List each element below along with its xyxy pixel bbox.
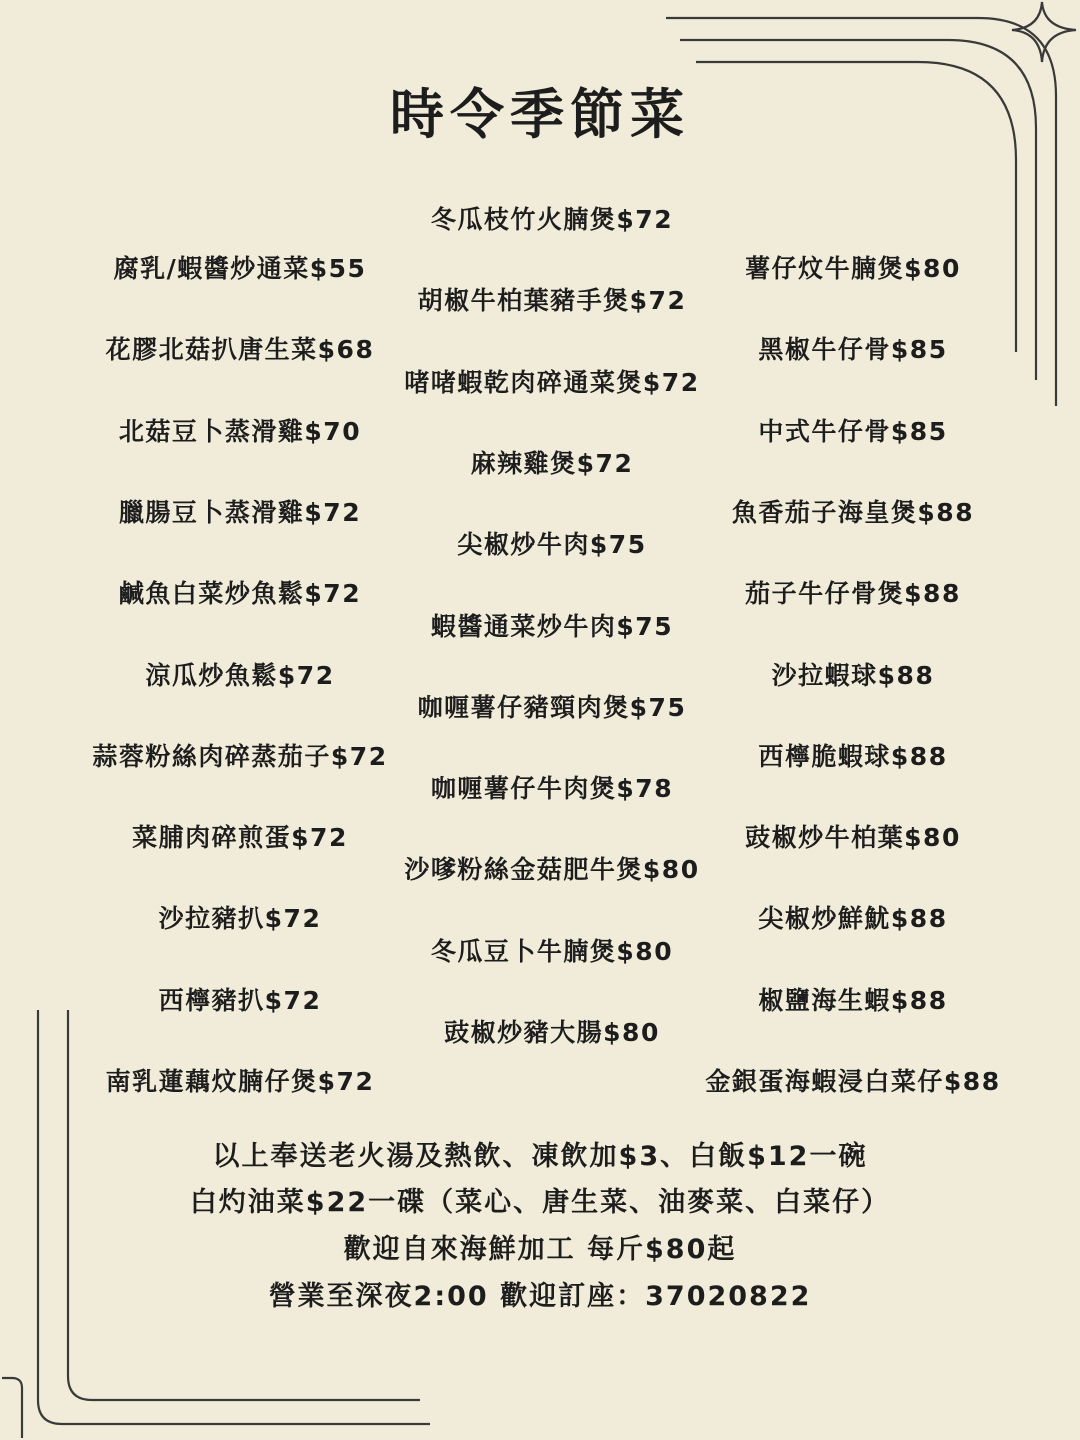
menu-item-center: 胡椒牛柏葉豬手煲$72 [417,286,687,315]
menu-item-left: 臘腸豆卜蒸滑雞$72 [118,498,362,527]
menu-item-center: 蝦醬通菜炒牛肉$75 [430,612,674,641]
menu-item-left: 北菇豆卜蒸滑雞$70 [118,417,362,446]
page-title: 時令季節菜 [390,83,690,146]
menu-item-right: 西檸脆蝦球$88 [758,742,948,771]
menu-item-left: 南乳蓮藕炆腩仔煲$72 [105,1067,375,1096]
menu-item-left: 涼瓜炒魚鬆$72 [145,661,335,690]
footer-line: 白灼油菜$22一碟（菜心、唐生菜、油麥菜、白菜仔） [189,1187,891,1218]
menu-item-right: 沙拉蝦球$88 [771,661,935,690]
menu-item-left: 花膠北菇扒唐生菜$68 [105,335,375,364]
menu-item-center: 咖喱薯仔牛肉煲$78 [430,774,674,803]
menu-item-center: 咖喱薯仔豬頸肉煲$75 [417,693,687,722]
menu-item-right: 椒鹽海生蝦$88 [758,986,948,1015]
footer-line: 以上奉送老火湯及熱飲、凍飲加$3、白飯$12一碗 [212,1141,868,1172]
menu-item-right: 薯仔炆牛腩煲$80 [745,254,961,283]
footer-line: 營業至深夜2:00 歡迎訂座：37020822 [268,1281,812,1312]
menu-item-left: 鹹魚白菜炒魚鬆$72 [118,579,362,608]
menu-item-left: 菜脯肉碎煎蛋$72 [132,823,348,852]
menu-item-left: 沙拉豬扒$72 [158,904,322,933]
menu-item-right: 尖椒炒鮮魷$88 [758,904,948,933]
menu-item-center: 麻辣雞煲$72 [470,449,634,478]
menu-item-right: 茄子牛仔骨煲$88 [745,579,961,608]
menu-item-center: 冬瓜枝竹火腩煲$72 [430,205,674,234]
menu-item-center: 尖椒炒牛肉$75 [457,530,647,559]
menu-item-center: 豉椒炒豬大腸$80 [444,1018,660,1047]
menu-item-right: 魚香茄子海皇煲$88 [731,498,975,527]
menu-item-left: 西檸豬扒$72 [158,986,322,1015]
menu-item-right: 中式牛仔骨$85 [758,417,948,446]
menu-item-right: 豉椒炒牛柏葉$80 [745,823,961,852]
menu-item-left: 蒜蓉粉絲肉碎蒸茄子$72 [92,742,388,771]
menu-item-center: 沙嗲粉絲金菇肥牛煲$80 [404,855,700,884]
menu-item-center: 啫啫蝦乾肉碎通菜煲$72 [404,368,700,397]
footer-line: 歡迎自來海鮮加工 每斤$80起 [343,1234,737,1265]
menu-item-right: 金銀蛋海蝦浸白菜仔$88 [705,1067,1001,1096]
menu-item-right: 黑椒牛仔骨$85 [758,335,948,364]
menu-item-left: 腐乳/蝦醬炒通菜$55 [113,254,367,283]
menu-item-center: 冬瓜豆卜牛腩煲$80 [430,937,674,966]
